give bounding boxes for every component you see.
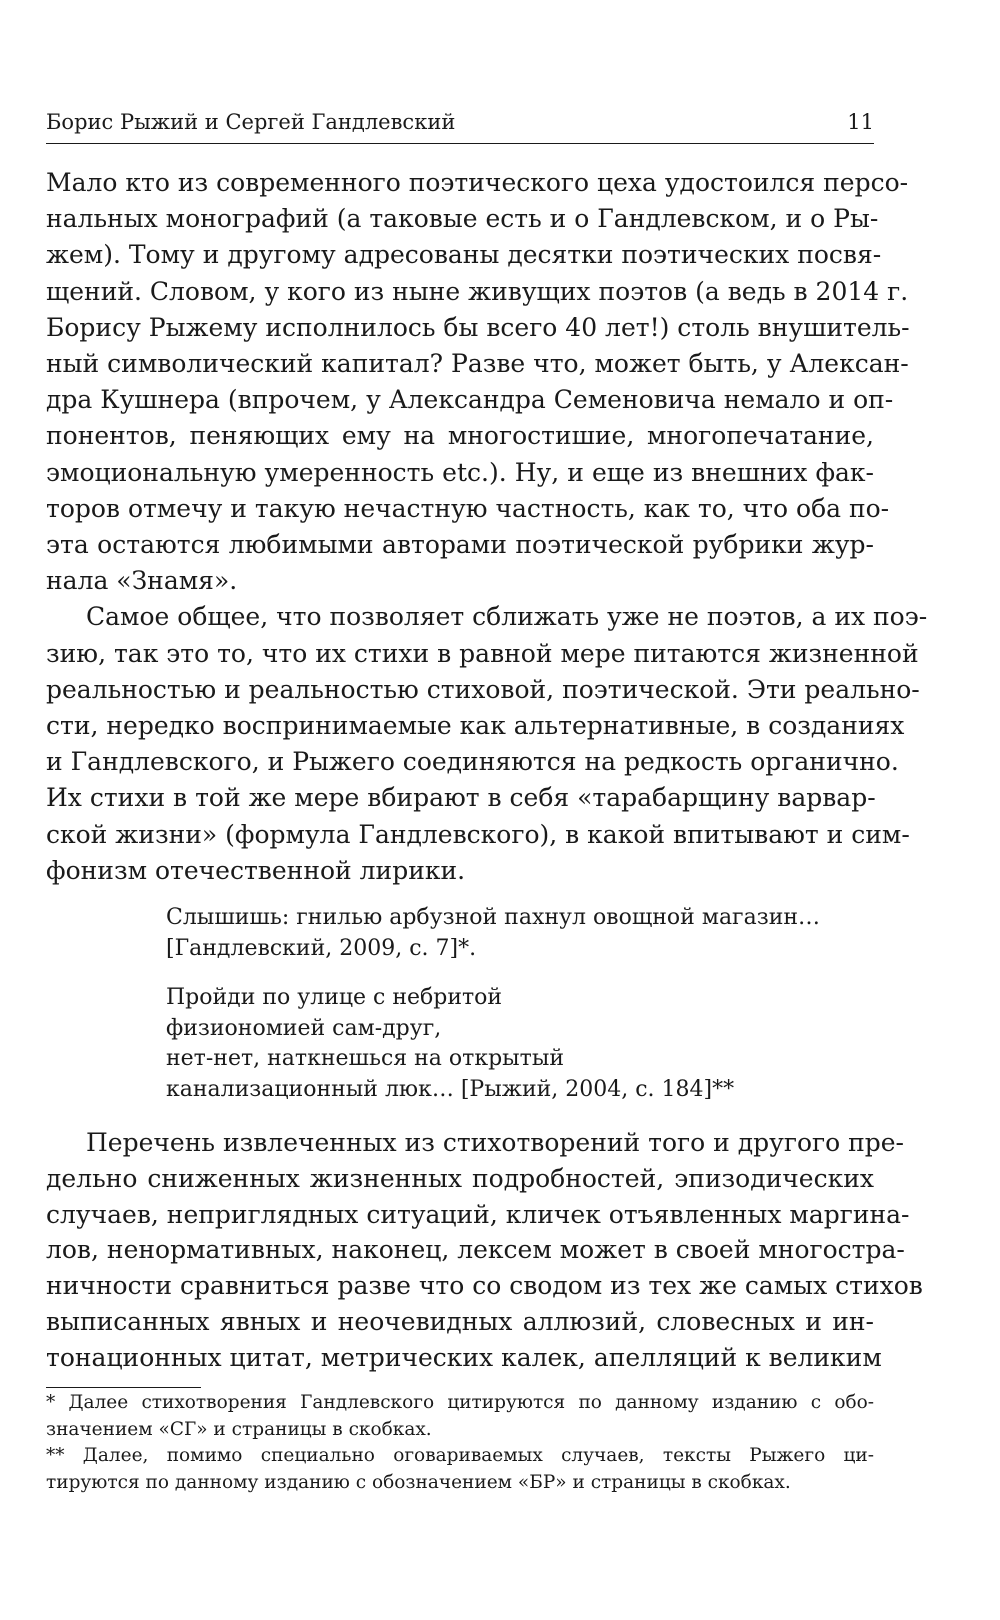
verse-line: канализационный люк… [Рыжий, 2004, с. 184]** [166,1076,735,1102]
text-line: Их стихи в той же мере вбирают в себя «тарабарщину варвар- [46,783,876,813]
text-line: торов отмечу и такую нечастную частность, как то, что оба по- [46,493,890,523]
text-line: нала «Знамя». [46,566,238,596]
footnote-line: ** Далее, помимо специально оговариваемых случаев, тексты Рыжего ци- [46,1445,874,1466]
paragraph-3 [46,1125,923,1376]
text-line: ный символический капитал? Разве что, может быть, у Алексан- [46,349,909,379]
verse-line: Пройди по улице с небритой [166,985,503,1010]
main-text [46,165,928,889]
text-line: фонизм отечественной лирики. [46,855,466,885]
text-line: Самое общее, что позволяет сближать уже не поэтов, а их поэ- [86,602,928,632]
text-line: Перечень извлеченных из стихотворений того и другого пре- [86,1128,905,1157]
page-number: 11 [847,110,874,134]
footnotes [46,1390,874,1496]
verse-quote-gandlevsky [166,903,866,964]
verse-line: [Гандлевский, 2009, с. 7]*. [166,935,477,961]
running-header [46,106,874,142]
footnote-line: тируются по данному изданию с обозначением «БР» и страницы в скобках. [46,1471,791,1493]
text-line: эта остаются любимыми авторами поэтической рубрики жур- [46,530,874,560]
text-line: Борису Рыжему исполнилось бы всего 40 лет!) столь внушитель- [46,312,910,342]
verse-line: физиономией сам-друг, [166,1015,442,1041]
text-line: тонационных цитат, метрических калек, апелляций к великим [46,1342,882,1372]
verse-line: нет-нет, наткнешься на открытый [166,1046,565,1071]
text-line: ничности сравниться разве что со сводом из тех же самых стихов [46,1271,923,1301]
paragraph-2 [46,599,928,889]
text-line: дельно сниженных жизненных подробностей, эпизодических [46,1163,874,1193]
text-line: лов, ненормативных, наконец, лексем может в своей многостра- [46,1235,905,1265]
verse-quote-ryzhy [166,983,866,1105]
text-line: понентов, пеняющих ему на многостишие, многопечатание, [46,421,874,451]
footnote-rule [46,1387,201,1388]
text-line: сти, нередко воспринимаемые как альтернативные, в созданиях [46,711,905,741]
text-line: жем). Тому и другому адресованы десятки поэтических посвя- [46,240,882,270]
running-title: Борис Рыжий и Сергей Гандлевский [46,110,456,134]
header-rule [46,143,874,144]
main-text-continued [46,1125,923,1376]
text-line: эмоциональную умеренность etc.). Ну, и еще из внешних фак- [46,457,874,487]
footnote-line: значением «СГ» и страницы в скобках. [46,1418,432,1440]
text-line: зию, так это то, что их стихи в равной мере питаются жизненной [46,638,919,668]
text-line: нальных монографий (а таковые есть и о Гандлевском, и о Ры- [46,204,879,234]
text-line: Мало кто из современного поэтического цеха удостоился персо- [46,168,909,197]
text-line: щений. Словом, у кого из ныне живущих поэтов (а ведь в 2014 г. [46,276,909,306]
text-line: ской жизни» (формула Гандлевского), в какой впитывают и сим- [46,819,910,849]
text-line: выписанных явных и неочевидных аллюзий, словесных и ин- [46,1306,874,1336]
text-line: дра Кушнера (впрочем, у Александра Семеновича немало и оп- [46,385,894,415]
verse-line: Слышишь: гнилью арбузной пахнул овощной магазин… [166,905,821,930]
footnote-line: * Далее стихотворения Гандлевского цитируются по данному изданию с обо- [46,1392,874,1413]
text-line: и Гандлевского, и Рыжего соединяются на редкость органично. [46,747,899,777]
text-line: реальностью и реальностью стиховой, поэтической. Эти реально- [46,674,920,704]
text-line: случаев, неприглядных ситуаций, кличек отъявленных маргина- [46,1199,910,1229]
paragraph-1 [46,165,910,599]
